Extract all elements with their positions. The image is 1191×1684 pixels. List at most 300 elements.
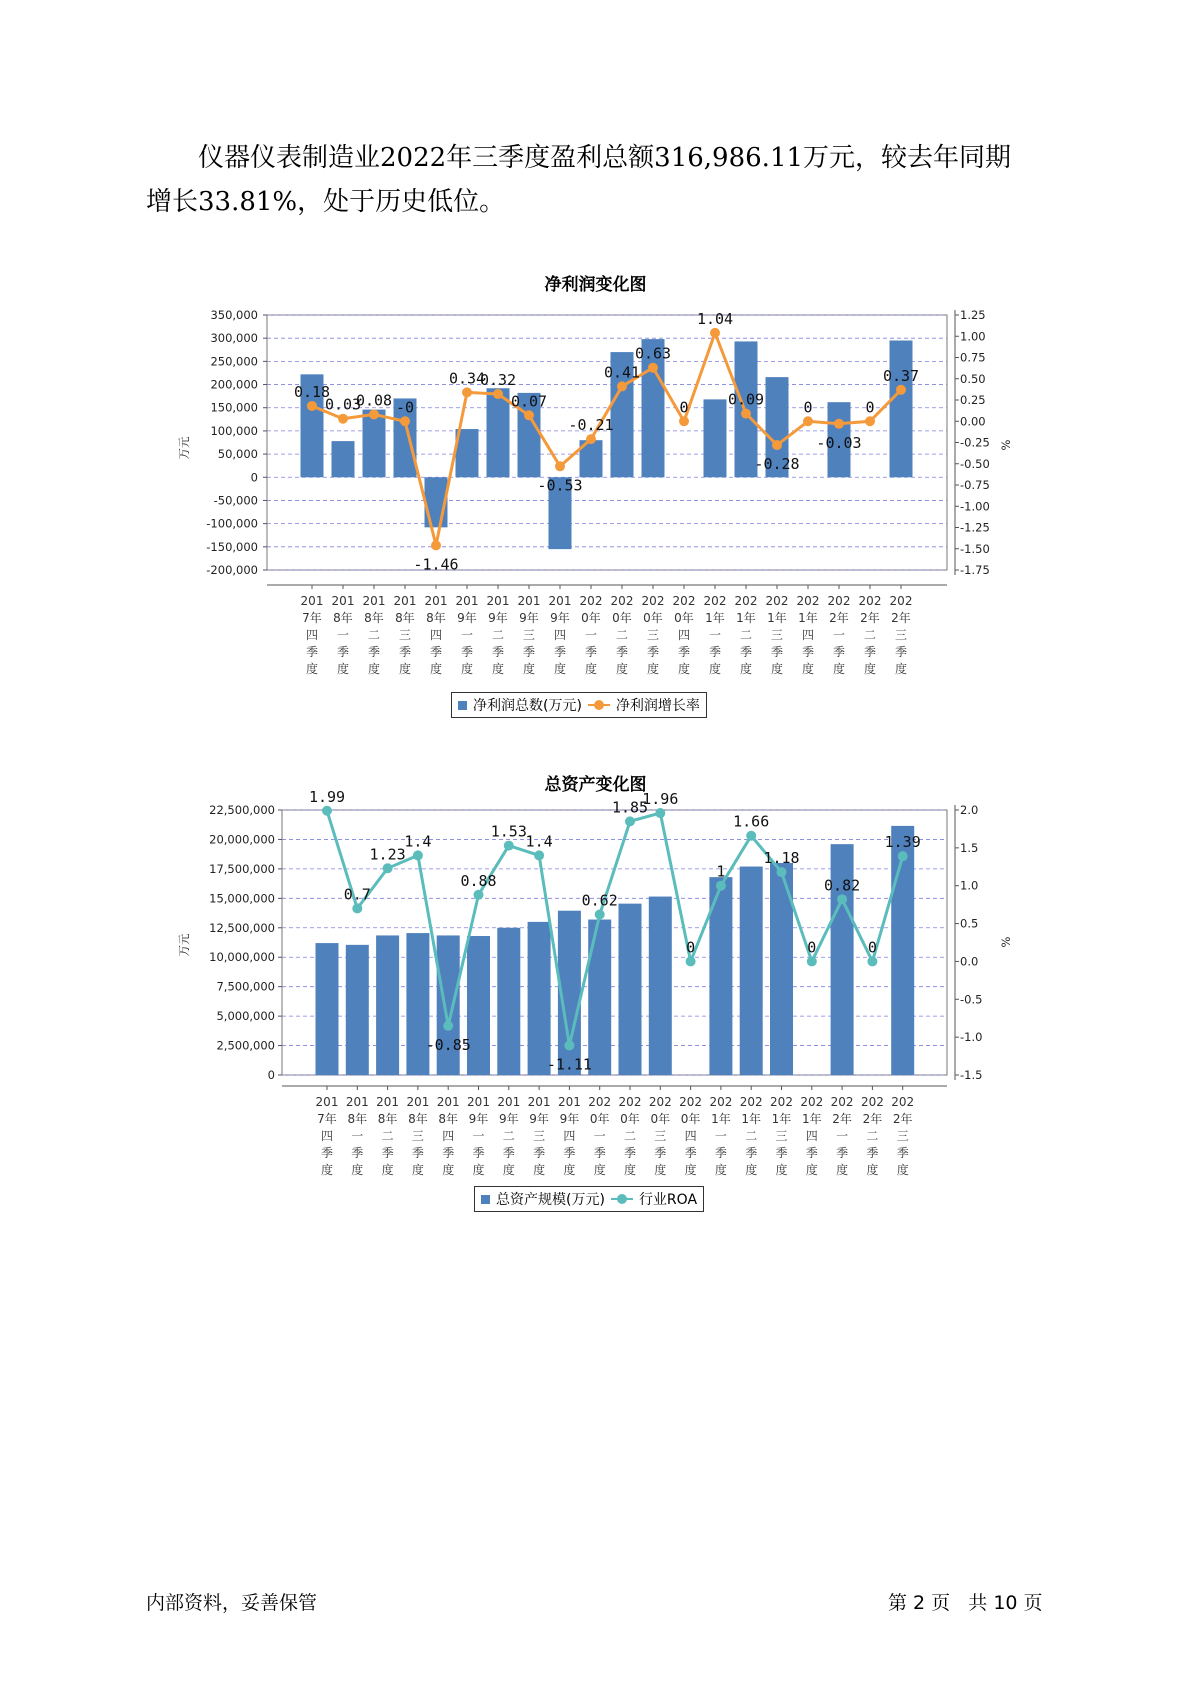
x-tick-label-line: 四 [684, 1129, 697, 1143]
x-tick-label-line: 四 [805, 1129, 818, 1143]
x-tick-label [673, 594, 696, 676]
x-tick-label-line: 季 [770, 645, 784, 659]
x-tick-label-line: 度 [336, 662, 350, 676]
x-tick-label-line: 度 [677, 662, 691, 676]
legend-total-assets: 总资产规模(万元) [496, 1192, 605, 1208]
x-tick-label-line: 三 [398, 628, 412, 642]
x-tick-label-line: 201 [362, 594, 386, 608]
x-tick-label-line: 202 [610, 594, 634, 608]
line-point [655, 808, 665, 818]
x-tick-label-line: 201 [486, 594, 510, 608]
x-tick-label-line: 度 [684, 1163, 697, 1177]
data-label: 1.39 [884, 833, 921, 852]
x-tick-label [346, 1095, 369, 1177]
x-tick-label-line: 202 [770, 1095, 793, 1109]
x-tick-label-line: 季 [320, 1146, 334, 1160]
x-tick-label-line: 0年 [680, 1112, 701, 1126]
y-tick-label: -150,000 [206, 539, 258, 554]
x-tick-label-line: 201 [300, 594, 324, 608]
y-tick-label: 10,000,000 [209, 950, 275, 965]
x-tick-label-line: 0年 [589, 1112, 610, 1126]
x-tick-label [518, 594, 541, 676]
x-tick-label-line: 9年 [550, 611, 570, 625]
x-tick-label-line: 201 [548, 594, 572, 608]
x-tick-label-line: 季 [623, 1146, 637, 1160]
x-tick-label-line: 二 [739, 628, 753, 642]
x-tick-label-line: 度 [836, 1163, 849, 1177]
data-label: 0.82 [824, 876, 861, 895]
profit-chart-title: 净利润变化图 [544, 275, 647, 295]
x-tick-label [679, 1095, 702, 1177]
x-tick-label-line: 季 [533, 1146, 546, 1160]
x-tick-label [766, 594, 789, 676]
data-label: -1.11 [546, 1055, 592, 1074]
line-point [307, 401, 317, 411]
data-label: 0.08 [355, 391, 393, 410]
y-tick-label: 20,000,000 [209, 832, 275, 847]
x-tick-label-line: 度 [553, 662, 567, 676]
x-tick-label-line: 0年 [643, 611, 663, 625]
x-tick-label-line: 201 [467, 1095, 490, 1109]
asset-chart-legend [474, 1186, 704, 1212]
x-tick-label-line: 度 [563, 1163, 576, 1177]
x-tick-label-line: 201 [345, 1095, 369, 1109]
bar [376, 935, 399, 1075]
x-tick-label-line: 202 [709, 1095, 733, 1109]
x-tick-label-line: 9年 [519, 611, 539, 625]
data-label: -0.03 [816, 433, 862, 452]
y-tick-label: 350,000 [210, 308, 258, 322]
x-tick-label-line: 度 [460, 662, 474, 676]
x-tick-label-line: 8年 [426, 611, 446, 625]
x-tick-label-line: 四 [320, 1129, 334, 1143]
x-tick-label [859, 594, 882, 676]
x-tick-label-line: 三 [411, 1129, 424, 1143]
x-tick-label-line: 202 [618, 1095, 642, 1109]
x-tick-label-line: 度 [398, 662, 412, 676]
x-tick-label-line: 度 [801, 662, 815, 676]
x-tick-label-line: 度 [805, 1163, 818, 1177]
x-tick-label-line: 二 [863, 628, 877, 642]
line-point [898, 851, 908, 861]
x-tick-label-line: 2年 [891, 611, 911, 625]
x-tick-label-line: 0年 [612, 611, 632, 625]
y2-axis-label: % [999, 936, 1013, 948]
x-tick-label-line: 季 [429, 645, 443, 659]
bar [528, 922, 551, 1075]
data-label: 0 [803, 398, 813, 417]
x-tick-label-line: 201 [436, 1095, 460, 1109]
x-tick-label-line: 季 [654, 1146, 667, 1160]
x-tick-label [406, 1095, 429, 1177]
x-tick-label-line: 0年 [581, 611, 601, 625]
line-point [617, 381, 627, 391]
x-tick-label-line: 202 [703, 594, 727, 608]
x-tick-label-line: 四 [801, 628, 815, 642]
y-axis-label: 万元 [177, 436, 191, 460]
x-tick-label-line: 202 [796, 594, 820, 608]
x-tick-label [828, 594, 851, 676]
line-point [555, 461, 565, 471]
x-tick-label-line: 202 [648, 1095, 672, 1109]
x-tick-label-line: 2年 [829, 611, 849, 625]
y2-tick-label: -1.75 [960, 563, 990, 577]
y-tick-label: -50,000 [213, 493, 258, 508]
data-label: 1.18 [763, 849, 800, 868]
x-tick-label-line: 8年 [364, 611, 384, 625]
y-tick-label: 250,000 [210, 354, 258, 369]
x-tick-label-line: 季 [684, 1146, 697, 1160]
x-tick-label-line: 季 [367, 645, 381, 659]
x-tick-label [735, 594, 758, 676]
y2-tick-label: 0.00 [960, 414, 986, 429]
y2-tick-label: 0.50 [960, 371, 986, 386]
x-tick-label-line: 季 [646, 645, 660, 659]
data-label: 0.63 [634, 344, 672, 363]
x-tick-label-line: 二 [745, 1129, 758, 1143]
x-tick-label-line: 季 [398, 645, 412, 659]
y-tick-label: 7,500,000 [216, 979, 275, 994]
x-tick-label-line: 0年 [674, 611, 694, 625]
bar [619, 904, 642, 1075]
line-point [431, 540, 441, 550]
y2-tick-label: 1.25 [960, 308, 986, 322]
y2-tick-label: -0.75 [960, 478, 990, 492]
y2-tick-label: -0.25 [960, 435, 990, 450]
paragraph-line-1: 仪器仪表制造业2022年三季度盈利总额316,986.11万元，较去年同期 [198, 143, 1012, 173]
line-point [383, 863, 393, 873]
data-label: 1.85 [611, 798, 649, 817]
x-tick-label-line: 三 [522, 628, 536, 642]
x-tick-label-line: 季 [836, 1146, 849, 1160]
x-tick-label-line: 7年 [302, 611, 322, 625]
x-tick-label [800, 1095, 823, 1177]
x-tick-label-line: 季 [351, 1146, 364, 1160]
x-tick-label-line: 202 [830, 1095, 854, 1109]
x-tick-label-line: 202 [739, 1095, 763, 1109]
y-tick-label: 50,000 [217, 447, 258, 462]
y2-tick-label: 1.0 [960, 878, 979, 893]
x-tick-label-line: 度 [714, 1163, 727, 1177]
x-tick-label-line: 季 [460, 645, 474, 659]
data-label: 1 [716, 862, 726, 881]
line-point [625, 816, 635, 826]
line-point [586, 434, 596, 444]
x-tick-label-line: 季 [442, 1146, 455, 1160]
y2-tick-label: -0.5 [960, 992, 983, 1007]
x-tick-label-line: 三 [646, 628, 660, 642]
x-tick-label [363, 594, 386, 676]
x-tick-label [861, 1095, 884, 1177]
x-tick-label [301, 594, 324, 676]
line-point [716, 881, 726, 891]
x-tick-label-line: 1年 [771, 1112, 792, 1126]
data-label: -0.28 [754, 455, 800, 474]
data-label: 1.4 [525, 832, 553, 851]
x-tick-label-line: 四 [305, 628, 319, 642]
line-point [322, 806, 332, 816]
x-tick-label-line: 度 [502, 1163, 515, 1177]
data-label: 0 [807, 938, 817, 957]
x-tick-label-line: 季 [411, 1146, 424, 1160]
y2-tick-label: -1.25 [960, 520, 990, 535]
data-label: 0.7 [343, 885, 371, 904]
x-tick-label-line: 一 [708, 628, 722, 642]
x-tick-label-line: 度 [429, 662, 443, 676]
line-point [772, 440, 782, 450]
x-tick-label-line: 8年 [395, 611, 415, 625]
x-tick-label-line: 季 [866, 1146, 879, 1160]
data-label: 1.04 [696, 309, 734, 328]
bar [740, 867, 763, 1075]
x-tick-label-line: 1年 [767, 611, 787, 625]
x-tick-label-line: 季 [739, 645, 753, 659]
x-tick-label [890, 594, 913, 676]
x-tick-label [588, 1095, 611, 1177]
x-tick-label-line: 7年 [317, 1112, 337, 1126]
x-tick-label-line: 2年 [862, 1112, 883, 1126]
x-tick-label-line: 季 [708, 645, 722, 659]
x-tick-label-line: 季 [863, 645, 877, 659]
x-tick-label-line: 9年 [488, 611, 508, 625]
data-label: 0.32 [479, 371, 517, 390]
x-tick-label-line: 一 [336, 628, 350, 642]
x-tick-label-line: 度 [367, 662, 381, 676]
x-tick-label-line: 一 [836, 1129, 849, 1143]
y2-tick-label: -1.00 [960, 499, 990, 514]
x-tick-label-line: 1年 [736, 611, 756, 625]
line-point [474, 890, 484, 900]
data-label: 0.07 [510, 392, 548, 411]
data-label: 0 [679, 398, 689, 417]
data-label: 1.99 [308, 787, 346, 806]
x-tick-label-line: 二 [866, 1129, 879, 1143]
x-tick-label-line: 季 [553, 645, 567, 659]
y-tick-label: 17,500,000 [209, 861, 275, 876]
line-point [746, 831, 756, 841]
y2-tick-label: -1.5 [960, 1068, 983, 1082]
line-point [595, 909, 605, 919]
y-tick-label: 300,000 [210, 331, 258, 346]
x-tick-label-line: 201 [315, 1095, 339, 1109]
x-tick-label [891, 1095, 914, 1177]
bar [332, 441, 355, 477]
x-tick-label-line: 202 [679, 1095, 703, 1109]
x-tick-label-line: 度 [896, 1163, 909, 1177]
x-tick-label-line: 1年 [801, 1112, 822, 1126]
y-tick-label: 100,000 [210, 423, 258, 438]
y-tick-label: 22,500,000 [209, 803, 275, 817]
line-point [807, 956, 817, 966]
line-point [493, 389, 503, 399]
line-point [413, 850, 423, 860]
x-tick-label [740, 1095, 763, 1177]
y-tick-label: -200,000 [206, 563, 258, 577]
x-tick-label-line: 度 [351, 1163, 364, 1177]
x-tick-label-line: 度 [832, 662, 846, 676]
x-tick-label-line: 度 [584, 662, 598, 676]
x-tick-label-line: 0年 [620, 1112, 640, 1126]
x-tick-label [831, 1095, 854, 1177]
x-tick-label-line: 9年 [498, 1112, 519, 1126]
x-tick-label [437, 1095, 460, 1177]
x-tick-label-line: 9年 [529, 1112, 549, 1126]
x-tick-label-line: 度 [320, 1163, 334, 1177]
x-tick-label [332, 594, 355, 676]
data-label: 1.4 [404, 832, 432, 851]
data-label: 0.88 [460, 871, 497, 890]
y-axis-label: 万元 [177, 933, 191, 957]
x-tick-label-line: 201 [517, 594, 541, 608]
x-tick-label-line: 四 [563, 1129, 576, 1143]
line-point [524, 410, 534, 420]
data-label: -0 [395, 398, 415, 417]
x-tick-label-line: 度 [381, 1163, 394, 1177]
y2-tick-label: -0.50 [960, 456, 990, 471]
x-tick-label-line: 2年 [892, 1112, 913, 1126]
x-tick-label-line: 度 [491, 662, 505, 676]
x-tick-label-line: 季 [584, 645, 598, 659]
x-tick-label-line: 1年 [705, 611, 725, 625]
x-tick-label-line: 三 [894, 628, 908, 642]
y-tick-label: 150,000 [210, 400, 258, 415]
x-tick-label-line: 202 [588, 1095, 612, 1109]
x-tick-label-line: 季 [472, 1146, 485, 1160]
bar [346, 945, 369, 1075]
line-point [534, 850, 544, 860]
x-tick-label-line: 202 [891, 1095, 915, 1109]
y2-tick-label: 0.25 [960, 393, 986, 407]
bar [704, 399, 727, 477]
x-tick-label [316, 1095, 339, 1177]
data-label: -0.53 [537, 476, 583, 495]
asset-chart [0, 787, 1191, 1220]
x-tick-label-line: 季 [502, 1146, 515, 1160]
x-tick-label-line: 度 [866, 1163, 879, 1177]
x-tick-label-line: 度 [745, 1163, 758, 1177]
x-tick-label [376, 1095, 399, 1177]
bar [649, 897, 672, 1075]
legend-growth-rate: 净利润增长率 [615, 698, 700, 714]
bar [497, 928, 520, 1075]
x-tick-label-line: 季 [677, 645, 691, 659]
data-label: 0.18 [293, 382, 331, 401]
line-point [564, 1040, 574, 1050]
line-point [834, 419, 844, 429]
x-tick-label-line: 度 [472, 1163, 485, 1177]
y-tick-label: 200,000 [210, 377, 258, 392]
line-point [865, 416, 875, 426]
x-tick-label-line: 四 [553, 628, 567, 642]
line-point [504, 841, 514, 851]
x-tick-label-line: 三 [654, 1129, 667, 1143]
x-tick-label-line: 季 [805, 1146, 818, 1160]
line-point [679, 416, 689, 426]
line-point [777, 867, 787, 877]
x-tick-label-line: 度 [708, 662, 722, 676]
x-tick-label-line: 三 [896, 1129, 909, 1143]
x-tick-label-line: 三 [533, 1129, 546, 1143]
x-tick-label-line: 0年 [650, 1112, 671, 1126]
x-tick-label-line: 度 [522, 662, 536, 676]
x-tick-label [425, 594, 448, 676]
y-tick-label: 5,000,000 [216, 1009, 275, 1024]
bar [890, 341, 913, 478]
x-tick-label-line: 二 [381, 1129, 394, 1143]
x-tick-label-line: 2年 [860, 611, 880, 625]
x-tick-label [797, 594, 820, 676]
paragraph-line-2: 增长33.81%，处于历史低位。 [146, 187, 506, 217]
legend-line-swatch [588, 700, 610, 710]
x-tick-label-line: 二 [623, 1129, 637, 1143]
data-label: 0.37 [882, 366, 920, 385]
data-label: 0.03 [324, 395, 362, 414]
x-tick-label-line: 9年 [457, 611, 477, 625]
x-tick-label-line: 季 [305, 645, 319, 659]
x-tick-label-line: 201 [406, 1095, 430, 1109]
footer-page-number: 第 2 页 共 10 页 [888, 1592, 1043, 1614]
bar [467, 936, 490, 1075]
legend-bar-swatch [458, 701, 467, 710]
data-label: -1.46 [413, 555, 459, 574]
x-tick-label [528, 1095, 551, 1177]
x-tick-label-line: 201 [557, 1095, 581, 1109]
y-tick-label: -100,000 [206, 516, 258, 531]
data-label: 1.66 [733, 812, 770, 831]
data-label: 0.34 [448, 369, 486, 388]
line-point [648, 363, 658, 373]
x-tick-label-line: 一 [472, 1129, 485, 1143]
x-tick-label-line: 一 [832, 628, 846, 642]
x-tick-label-line: 度 [775, 1163, 788, 1177]
legend-net-profit: 净利润总数(万元) [473, 698, 582, 714]
x-tick-label-line: 1年 [798, 611, 818, 625]
data-label: 1.53 [490, 822, 527, 841]
footer-confidential: 内部资料，妥善保管 [146, 1592, 318, 1614]
y2-tick-label: 2.0 [960, 803, 979, 817]
line-point [400, 416, 410, 426]
x-tick-label-line: 季 [745, 1146, 758, 1160]
x-tick-label-line: 201 [527, 1095, 551, 1109]
y-tick-label: 12,500,000 [209, 920, 275, 935]
y-tick-label: 0 [267, 1068, 275, 1082]
bar [437, 935, 460, 1075]
x-tick-label-line: 度 [646, 662, 660, 676]
x-tick-label-line: 度 [615, 662, 629, 676]
line-point [462, 387, 472, 397]
line-point [741, 409, 751, 419]
y2-tick-label: 0.75 [960, 350, 986, 365]
x-tick-label-line: 1年 [741, 1112, 762, 1126]
x-tick-label-line: 202 [827, 594, 851, 608]
legend-line-swatch [611, 1194, 633, 1204]
x-tick-label-line: 四 [429, 628, 443, 642]
x-tick-label-line: 一 [584, 628, 598, 642]
x-tick-label-line: 季 [593, 1146, 606, 1160]
intro-paragraph [146, 136, 1046, 224]
x-tick-label-line: 度 [894, 662, 908, 676]
x-tick-label-line: 度 [411, 1163, 424, 1177]
x-tick-label-line: 一 [593, 1129, 606, 1143]
x-tick-label-line: 9年 [559, 1112, 580, 1126]
x-tick-label-line: 8年 [377, 1112, 398, 1126]
x-tick-label-line: 度 [305, 662, 319, 676]
x-tick-label-line: 二 [367, 628, 381, 642]
x-tick-label [497, 1095, 520, 1177]
data-label: -0.21 [568, 416, 614, 435]
x-tick-label-line: 三 [775, 1129, 788, 1143]
x-tick-label [549, 594, 572, 676]
